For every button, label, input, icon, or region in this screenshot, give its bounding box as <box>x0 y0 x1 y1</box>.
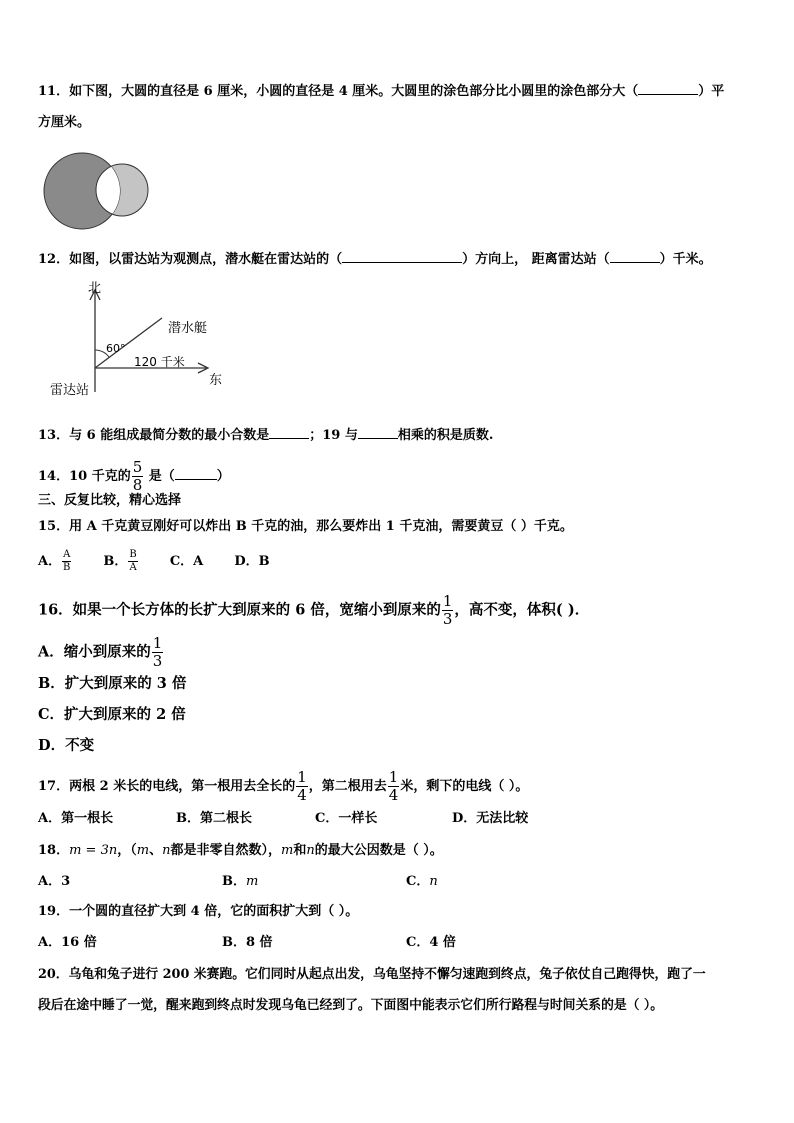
q12-radar-figure <box>48 280 238 405</box>
north-label: 北 <box>88 281 102 296</box>
q12-direction-blank[interactable] <box>342 250 462 263</box>
q16-option-c[interactable]: C．扩大到原来的 2 倍 <box>38 706 186 723</box>
q13-blank-1[interactable] <box>269 426 309 439</box>
q18-option-b[interactable]: B．m <box>222 874 259 889</box>
sub-label: 潜水艇 <box>168 321 208 336</box>
q12-line: 12．如图，以雷达站为观测点，潜水艇在雷达站的（ ）方向上， 距离雷达站（ ）千米。 <box>38 252 712 267</box>
q15-option-c[interactable]: C．A <box>169 554 204 569</box>
q14-blank[interactable] <box>175 467 217 480</box>
q11-line2: 方厘米。 <box>38 115 91 130</box>
q11-line1: 11．如下图，大圆的直径是 6 厘米，小圆的直径是 4 厘米。大圆里的涂色部分比小圆里的涂色部分大（ ）平 <box>38 84 725 99</box>
q18-equation: m = 3n <box>69 843 118 858</box>
q15-options <box>38 550 270 573</box>
q17-stem: 17．两根 2 米长的电线，第一根用去全长的 $\frac{1}{4}$ ，第二根用去 $\frac{1}{4}$ 米，剩下的电线（ ）。 <box>38 768 529 804</box>
q16-stem: 16．如果一个长方体的长扩大到原来的 6 倍，宽缩小到原来的 $\frac{1}{3}$ ，高不变，体积( )． <box>38 592 590 628</box>
q16-option-a[interactable]: A．缩小到原来的 $\frac{1}{3}$ <box>38 634 163 670</box>
station-label: 雷达站 <box>50 383 90 398</box>
q16-option-d[interactable]: D．不变 <box>38 737 95 754</box>
distance-label: 120 千米 <box>134 355 185 369</box>
q13-blank-2[interactable] <box>358 426 398 439</box>
q19-option-c[interactable]: C．4 倍 <box>406 935 456 950</box>
q12-distance-blank[interactable] <box>610 250 660 263</box>
q18-option-a[interactable]: A．3 <box>38 874 71 889</box>
q17-option-c[interactable]: C．一样长 <box>315 811 378 826</box>
section-3-heading: 三、反复比较，精心选择 <box>38 493 182 508</box>
q11-answer-blank[interactable] <box>638 82 698 95</box>
q17-option-a[interactable]: A．第一根长 <box>38 811 114 826</box>
q14-fraction: $\frac{5}{8}$ <box>132 458 143 494</box>
q14-line: 14．10 千克的 $\frac{5}{8}$ 是（ ） <box>38 458 230 494</box>
angle-label: 60° <box>106 342 126 355</box>
q11-circles-figure <box>38 148 158 238</box>
q18-option-c[interactable]: C．n <box>406 874 438 889</box>
q16-option-b[interactable]: B．扩大到原来的 3 倍 <box>38 675 187 692</box>
q17-option-d[interactable]: D．无法比较 <box>452 811 529 826</box>
q19-stem: 19．一个圆的直径扩大到 4 倍，它的面积扩大到（ ）。 <box>38 904 359 919</box>
q17-option-b[interactable]: B．第二根长 <box>176 811 252 826</box>
q13-line: 13．与 6 能组成最简分数的最小合数是 ；19 与 相乘的积是质数. <box>38 428 494 443</box>
q19-option-a[interactable]: A．16 倍 <box>38 935 97 950</box>
q15-option-b[interactable]: B． $\frac{B}{A}$ <box>103 549 137 573</box>
q19-option-b[interactable]: B．8 倍 <box>222 935 273 950</box>
q20-line1: 20．乌龟和兔子进行 200 米赛跑。它们同时从起点出发，乌龟坚持不懈匀速跑到终点，兔子依仗自己跑得快，跑了一 <box>38 967 706 982</box>
q18-stem: 18．m = 3n，（m、n都是非零自然数），m和n的最大公因数是（ ）。 <box>38 843 443 858</box>
east-label: 东 <box>209 373 223 388</box>
q15-stem: 15．用 A 千克黄豆刚好可以炸出 B 千克的油，那么要炸出 1 千克油，需要黄豆（ ）千克。 <box>38 519 573 534</box>
q15-option-a[interactable]: A． $\frac{A}{B}$ <box>38 549 71 573</box>
q20-line2: 段后在途中睡了一觉，醒来跑到终点时发现乌龟已经到了。下面图中能表示它们所行路程与时间关系的是（ ）。 <box>38 998 664 1013</box>
q15-option-d[interactable]: D．B <box>234 554 270 569</box>
